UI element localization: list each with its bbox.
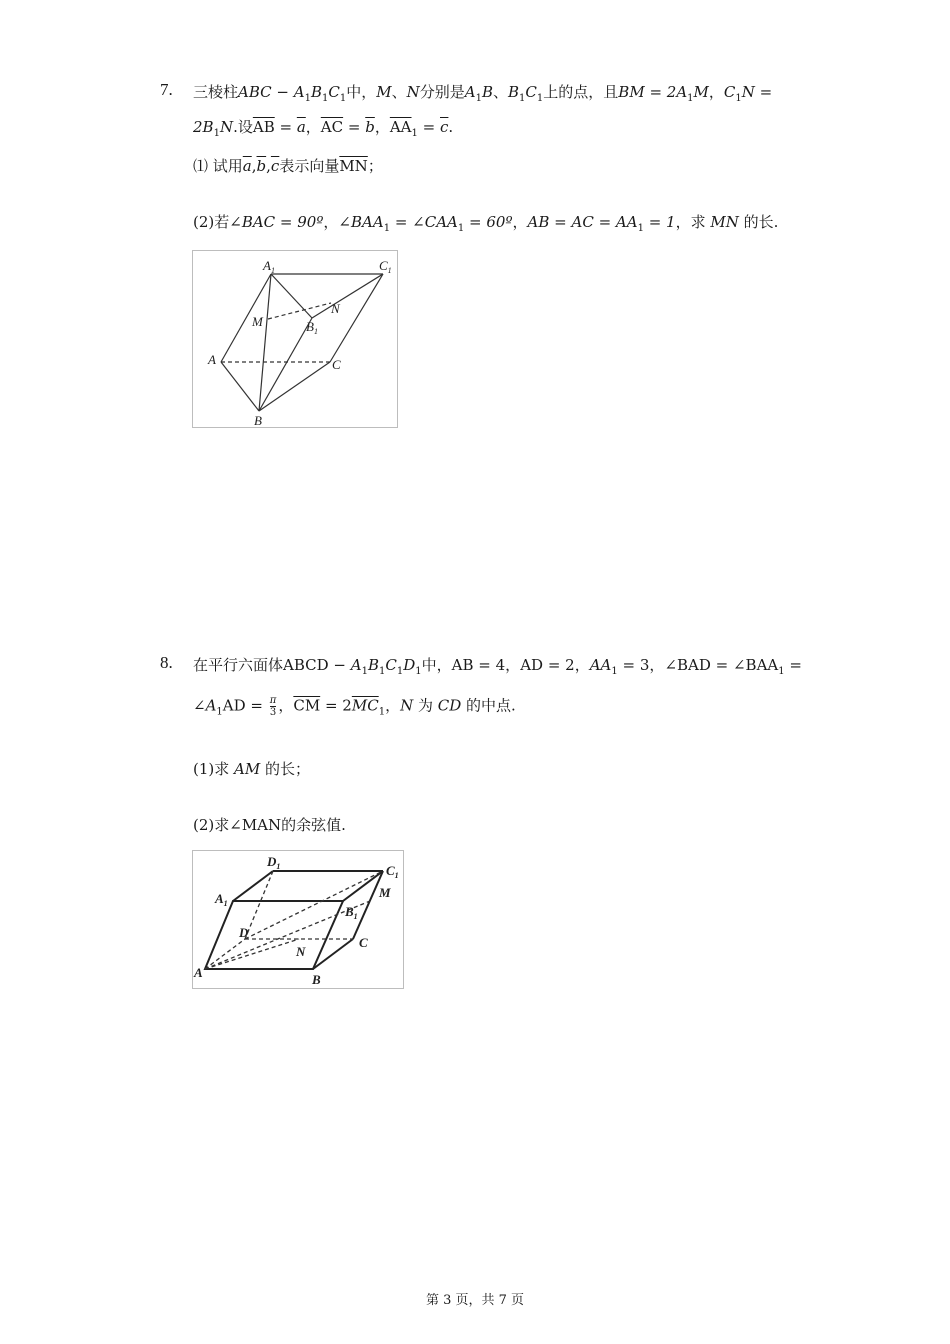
label-b: B xyxy=(254,413,262,427)
label-n: N xyxy=(296,944,306,959)
question-number: 7. xyxy=(160,80,173,99)
q8-stem-line-2: $\angle A_1AD$ = $\frac{\pi}{3}$ ，$\overline{CM} = 2\overline{MC}_1$，N 为 CD 的中点. xyxy=(193,695,516,718)
label-a1: $A_1$ xyxy=(263,258,275,275)
q8-part-1: (1)求 AM 的长； xyxy=(193,760,311,778)
label-m: M xyxy=(379,885,391,900)
q7-stem-line-1: 三棱柱ABC − $A_1B_1C_1$中，M、N分别是$A_1B$、$B_1C_1$上的点，且BM = $2A_1M$，$C_1N$ = xyxy=(193,83,773,104)
label-c: C xyxy=(332,357,341,372)
label-m: M xyxy=(252,314,263,329)
q7-part-1: ⑴ 试用$\overline{a},\overline{b},\overline{c}$表示向量$\overline{MN}$； xyxy=(193,157,383,175)
label-c1: $C_1$ xyxy=(386,863,399,880)
label-c: C xyxy=(359,935,368,950)
q7-part-2: (2)若∠BAC = 90º，$\angle BAA_1$ = $\angle CAA_1$ = 60º，AB = AC = $AA_1 = 1$，求 MN 的长. xyxy=(193,213,779,234)
q8-stem-line-1: 在平行六面体ABCD − $A_1B_1C_1D_1$中，AB = 4，AD = 2，$AA_1 = 3$，∠BAD = $\angle BAA_1$ = xyxy=(193,656,802,677)
label-b: B xyxy=(312,972,321,987)
q7-stem-line-2: $2B_1N$.设$\overline{AB} = \overline{a}$，$\overline{AC} = \overline{b}$，$\overline{AA}_1 = \overline{c}$. xyxy=(193,118,454,139)
parallelepiped-figure xyxy=(192,850,404,989)
label-d: D xyxy=(239,925,249,940)
label-a: A xyxy=(208,352,216,367)
fraction-pi-over-3: $\frac{\pi}{3}$ xyxy=(269,695,277,718)
question-number: 8. xyxy=(160,653,173,672)
prism-figure xyxy=(192,250,398,428)
label-n: N xyxy=(331,301,340,316)
page-footer: 第 3 页，共 7 页 xyxy=(425,1293,525,1308)
label-a: A xyxy=(194,965,203,980)
prism-diagram xyxy=(193,251,397,427)
parallelepiped-diagram xyxy=(193,851,403,988)
q8-part-2: (2)求∠MAN的余弦值. xyxy=(193,816,346,834)
label-d1: $D_1$ xyxy=(267,854,281,871)
label-a1: $A_1$ xyxy=(215,891,228,908)
label-b1: $B_1$ xyxy=(306,319,318,336)
label-c1: $C_1$ xyxy=(379,258,392,275)
label-b1: $B_1$ xyxy=(345,904,358,921)
